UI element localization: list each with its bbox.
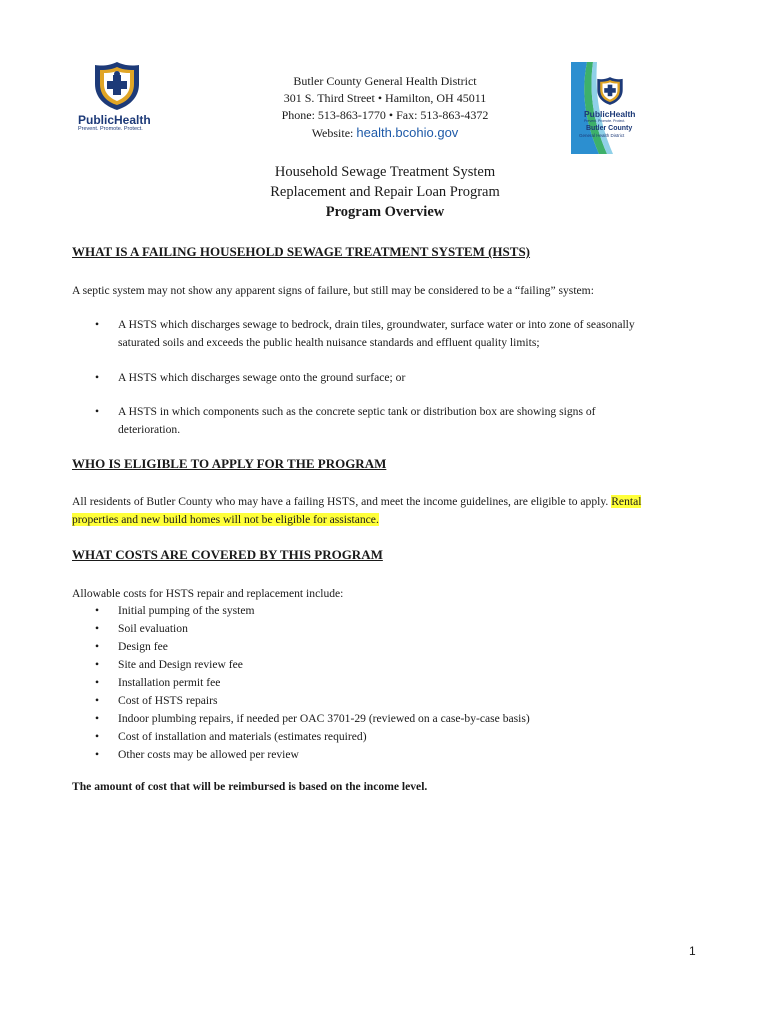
list-item xyxy=(95,403,695,439)
reimbursement-note: The amount of cost that will be reimbursed is based on the income level. xyxy=(72,780,428,793)
bullet-line: A HSTS which discharges sewage to bedrock, drain tiles, groundwater, surface water or into zone of seasonally xyxy=(118,318,635,331)
left-logo-tagline: Prevent. Promote. Protect. xyxy=(78,126,143,132)
title-line-3: Program Overview xyxy=(325,204,445,220)
bullet-glyph: • xyxy=(95,622,100,635)
org-website xyxy=(185,124,585,142)
website-link[interactable]: health.bcohio.gov xyxy=(356,125,459,140)
cost-item: Soil evaluation xyxy=(118,622,188,635)
cost-item: Installation permit fee xyxy=(118,676,221,689)
bullet-glyph: • xyxy=(95,640,100,653)
highlighted-text: Rental xyxy=(611,495,642,508)
right-logo-shield-icon xyxy=(595,76,625,106)
cost-item: Cost of HSTS repairs xyxy=(118,694,218,707)
header-block xyxy=(185,73,585,142)
right-logo-district: General Health District xyxy=(579,133,625,138)
cost-item: Cost of installation and materials (estimates required) xyxy=(118,730,367,743)
right-logo-tagline: Prevent. Promote. Protect. xyxy=(584,119,626,123)
eligibility-text: All residents of Butler County who may have a failing HSTS, and meet the income guidelines, are eligible to apply. xyxy=(72,495,612,508)
left-logo-wordmark: PublicHealth xyxy=(78,113,151,127)
cost-item: Initial pumping of the system xyxy=(118,604,255,617)
bullet-glyph: • xyxy=(95,712,100,725)
cost-item: Other costs may be allowed per review xyxy=(118,748,299,761)
list-item xyxy=(95,369,695,387)
org-address: 301 S. Third Street • Hamilton, OH 45011 xyxy=(283,91,487,105)
org-phone-fax: Phone: 513-863-1770 • Fax: 513-863-4372 xyxy=(281,108,489,122)
section-2-heading: WHO IS ELIGIBLE TO APPLY FOR THE PROGRAM xyxy=(72,456,387,471)
bullet-glyph: • xyxy=(95,318,100,331)
page-number: 1 xyxy=(689,944,696,958)
section-2-text xyxy=(72,493,702,528)
bullet-glyph: • xyxy=(95,604,100,617)
org-name: Butler County General Health District xyxy=(293,74,477,88)
bullet-glyph: • xyxy=(95,405,100,418)
website-label: Website: xyxy=(311,126,357,140)
bullet-line: deterioration. xyxy=(118,422,181,436)
bullet-glyph: • xyxy=(95,676,100,689)
bullet-line: A HSTS in which components such as the concrete septic tank or distribution box are showing signs of xyxy=(118,405,596,418)
bullet-line: saturated soils and exceeds the public health nuisance standards and effluent quality limits; xyxy=(118,335,540,349)
right-logo-wordmark: PublicHealth xyxy=(584,109,636,119)
cost-item: Site and Design review fee xyxy=(118,658,243,671)
section-3-intro: Allowable costs for HSTS repair and replacement include: xyxy=(72,587,344,600)
document-title xyxy=(185,162,585,222)
right-logo-county: Butler County xyxy=(586,125,633,132)
bullet-glyph: • xyxy=(95,371,100,384)
section-1-heading: WHAT IS A FAILING HOUSEHOLD SEWAGE TREATMENT SYSTEM (HSTS) xyxy=(72,244,531,259)
title-line-1: Household Sewage Treatment System xyxy=(274,164,496,180)
bullet-glyph: • xyxy=(95,694,100,707)
public-health-shield-icon xyxy=(91,60,143,112)
highlighted-text: properties and new build homes will not be eligible for assistance. xyxy=(72,512,379,526)
cost-item: Design fee xyxy=(118,640,168,653)
bullet-line: A HSTS which discharges sewage onto the ground surface; or xyxy=(118,371,406,384)
bullet-glyph: • xyxy=(95,748,100,761)
section-3-heading: WHAT COSTS ARE COVERED BY THIS PROGRAM xyxy=(72,547,383,562)
bullet-glyph: • xyxy=(95,730,100,743)
cost-item: Indoor plumbing repairs, if needed per OAC 3701-29 (reviewed on a case-by-case basis) xyxy=(118,712,530,725)
section-1-intro: A septic system may not show any apparent signs of failure, but still may be considered to be a “failing” system: xyxy=(72,284,594,297)
bullet-glyph: • xyxy=(95,658,100,671)
left-logo xyxy=(72,60,162,132)
list-item xyxy=(95,316,695,352)
title-line-2: Replacement and Repair Loan Program xyxy=(270,184,500,200)
